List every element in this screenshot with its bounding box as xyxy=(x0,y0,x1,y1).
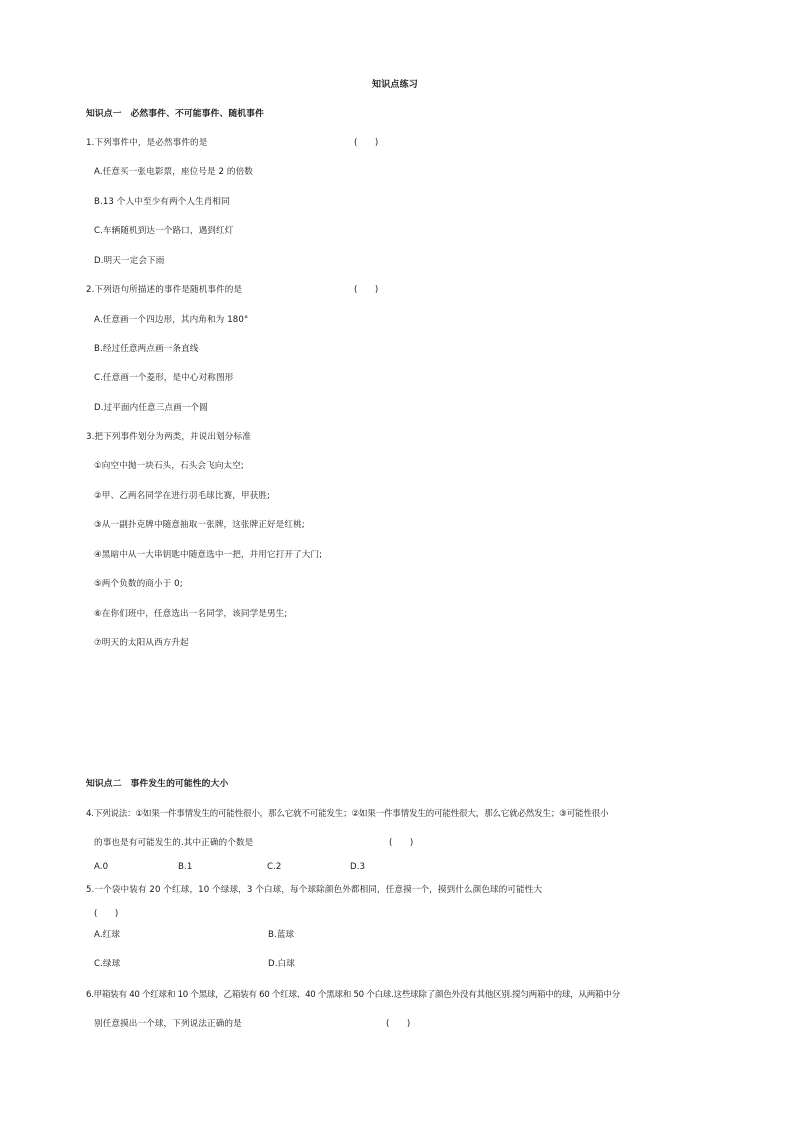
question-1-stem: 1.下列事件中，是必然事件的是 xyxy=(86,138,208,148)
question-6-answer-blank: ( ) xyxy=(386,1019,411,1029)
question-1-option-a: A.任意买一张电影票，座位号是 2 的倍数 xyxy=(94,167,253,177)
question-4-option-d: D.3 xyxy=(350,862,366,872)
question-2-stem: 2.下列语句所描述的事件是随机事件的是 xyxy=(86,285,243,295)
question-4-line-1: 4.下列说法：①如果一件事情发生的可能性很小，那么它就不可能发生；②如果一件事情发生的可能性很大，那么它就必然发生；③可能性很小 xyxy=(86,809,609,819)
question-4-option-c: C.2 xyxy=(267,862,282,872)
question-5-answer-blank: ( ) xyxy=(94,909,119,919)
question-5-stem: 5.一个袋中装有 20 个红球，10 个绿球，3 个白球，每个球除颜色外都相同，任意摸一个，摸到什么颜色球的可能性大 xyxy=(86,885,543,895)
question-1-option-b: B.13 个人中至少有两个人生肖相同 xyxy=(94,197,230,207)
question-5-option-b: B.蓝球 xyxy=(268,930,295,940)
question-3-item-3: ③从一副扑克牌中随意抽取一张牌，这张牌正好是红桃; xyxy=(94,520,305,530)
question-6-line-1: 6.甲箱装有 40 个红球和 10 个黑球，乙箱装有 60 个红球、40 个黑球和 50 个白球.这些球除了颜色外没有其他区别.搅匀两箱中的球，从两箱中分 xyxy=(86,990,620,1000)
question-2-answer-blank: ( ) xyxy=(354,285,379,295)
question-2-option-c: C.任意画一个菱形，是中心对称图形 xyxy=(94,373,234,383)
question-4-option-a: A.0 xyxy=(94,862,109,872)
question-1-answer-blank: ( ) xyxy=(354,138,379,148)
question-3-item-2: ②甲、乙两名同学在进行羽毛球比赛，甲获胜; xyxy=(94,491,270,501)
page-title: 知识点练习 xyxy=(372,80,419,90)
question-2-option-b: B.经过任意两点画一条直线 xyxy=(94,344,199,354)
question-4-line-2: 的事也是有可能发生的.其中正确的个数是 xyxy=(94,838,254,848)
question-2-option-d: D.过平面内任意三点画一个圆 xyxy=(94,403,208,413)
question-3-item-5: ⑤两个负数的商小于 0; xyxy=(94,579,183,589)
question-6-line-2: 别任意摸出一个球，下列说法正确的是 xyxy=(94,1019,242,1029)
question-1-option-d: D.明天一定会下雨 xyxy=(94,256,165,266)
question-3-item-7: ⑦明天的太阳从西方升起 xyxy=(94,638,189,648)
question-5-option-a: A.红球 xyxy=(94,930,121,940)
question-5-option-c: C.绿球 xyxy=(94,959,121,969)
question-5-option-d: D.白球 xyxy=(268,959,295,969)
question-3-stem: 3.把下列事件划分为两类，并说出划分标准 xyxy=(86,432,251,442)
section-heading-1: 知识点一 必然事件、不可能事件、随机事件 xyxy=(86,109,264,119)
question-3-item-6: ⑥在你们班中，任意选出一名同学，该同学是男生; xyxy=(94,609,288,619)
section-heading-2: 知识点二 事件发生的可能性的大小 xyxy=(86,779,229,789)
question-3-item-1: ①向空中抛一块石头，石头会飞向太空; xyxy=(94,461,244,471)
question-4-option-b: B.1 xyxy=(178,862,193,872)
question-3-item-4: ④黑暗中从一大串钥匙中随意选中一把，并用它打开了大门; xyxy=(94,550,323,560)
question-2-option-a: A.任意画一个四边形，其内角和为 180° xyxy=(94,315,249,325)
question-4-answer-blank: ( ) xyxy=(389,838,414,848)
question-1-option-c: C.车辆随机到达一个路口，遇到红灯 xyxy=(94,226,234,236)
